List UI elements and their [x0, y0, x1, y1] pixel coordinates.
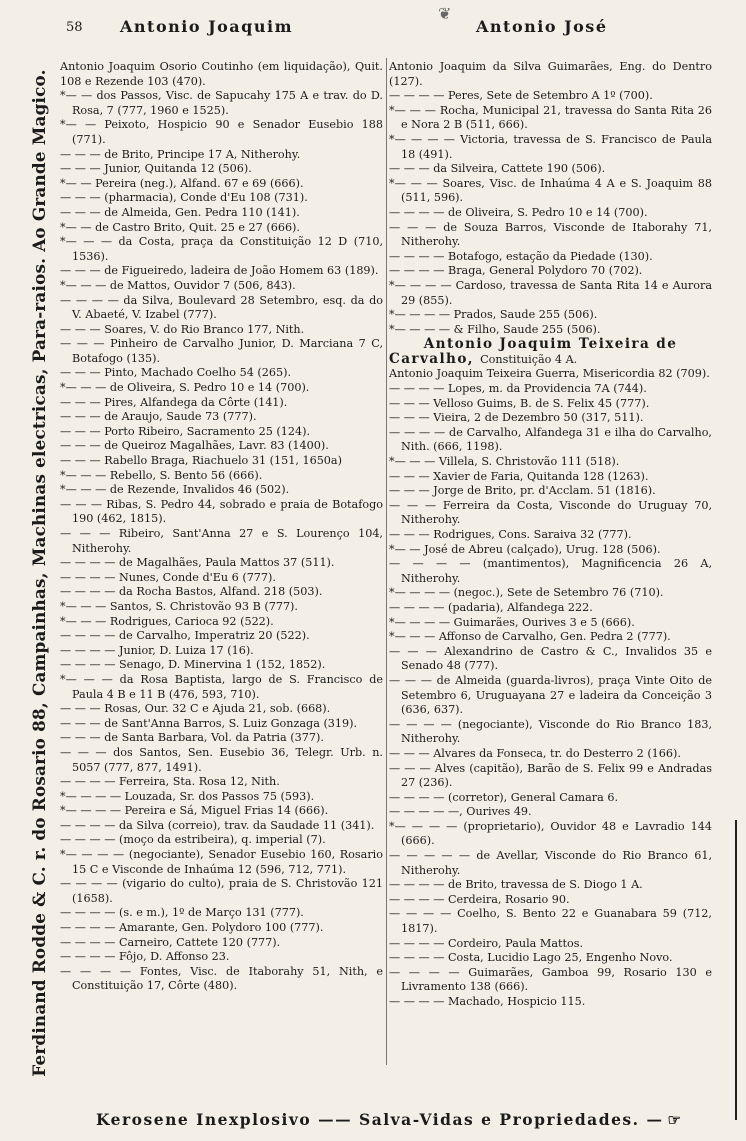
directory-entry: *— — — — (proprietario), Ouvidor 48 e Lavradio 144 (666). [389, 819, 712, 848]
directory-entry: — — — Alexandrino de Castro & C., Invalidos 35 e Senado 48 (777). [389, 644, 712, 673]
directory-entry: *— — — — (negoc.), Sete de Setembro 76 (710). [389, 586, 664, 600]
directory-entry: *— — dos Passos, Visc. de Sapucahy 175 A e trav. do D. Rosa, 7 (777, 1960 e 1525). [60, 89, 383, 117]
directory-entry: — — — — Carneiro, Cattete 120 (777). [60, 935, 281, 949]
directory-entry: *— — — — (negociante), Senador Eusebio 160, Rosario 15 C e Visconde de Inhaúma 12 (596, 712, 771). [60, 848, 383, 876]
directory-entry: — — — dos Santos, Sen. Eusebio 36, Telegr. Urb. n. 5057 (777, 877, 1491). [60, 745, 383, 774]
margin-line [735, 820, 740, 1120]
directory-entry: — — — Alves (capitão), Barão de S. Felix 99 e Andradas 27 (236). [389, 761, 712, 790]
directory-entry: — — — de Almeida, Gen. Pedra 110 (141). [60, 205, 300, 219]
directory-entry: — — — — Braga, General Polydoro 70 (702). [389, 264, 643, 278]
directory-entry: — — — Ribeiro, Sant'Anna 27 e S. Lourenço 104, Nitherohy. [60, 527, 383, 555]
directory-entry: — — — de Queiroz Magalhães, Lavr. 83 (1400). [60, 439, 329, 453]
directory-entry: — — — Porto Ribeiro, Sacramento 25 (124). [60, 424, 311, 438]
directory-entry: — — — — (negociante), Visconde do Rio Branco 183, Nitherohy. [389, 717, 712, 746]
side-advertisement-text: Ferdinand Rodde & C. r. do Rosario 88, Campainhas, Machinas electricas, Para-raios. Ao Grande Magico. [29, 69, 49, 1077]
right-column [389, 60, 712, 1067]
heading-name-2: Carvalho, [389, 350, 474, 367]
page-header [58, 4, 734, 40]
right-column-block-a [389, 60, 712, 337]
directory-entry: — — — de Santa Barbara, Vol. da Patria (377). [60, 731, 324, 745]
directory-entry: — — — — de Carvalho, Alfandega 31 e ilha do Carvalho, Nith. (666, 1198). [389, 425, 712, 454]
directory-entry: *— — — Soares, Visc. de Inhaúma 4 A e S. Joaquim 88 (511, 596). [389, 176, 712, 205]
directory-entry: *— — — — Cardoso, travessa de Santa Rita 14 e Aurora 29 (855). [389, 278, 712, 307]
directory-entry: — — — Jorge de Brito, pr. d'Acclam. 51 (1816). [389, 484, 656, 498]
directory-entry: — — — — (s. e m.), 1º de Março 131 (777). [60, 906, 304, 920]
directory-entry: *— — — Rebello, S. Bento 56 (666). [60, 468, 263, 482]
directory-entry: — — — Pires, Alfandega da Côrte (141). [60, 395, 288, 409]
directory-entry: — — — da Silveira, Cattete 190 (506). [389, 162, 606, 176]
directory-entry: — — — — de Brito, travessa de S. Diogo 1 A. [389, 878, 643, 892]
running-head-right: Antonio José [476, 17, 608, 36]
page-number: 58 [66, 20, 83, 35]
directory-entry: — — — (pharmacia), Conde d'Eu 108 (731). [60, 191, 308, 205]
directory-entry: — — — Rabello Braga, Riachuelo 31 (151, 1650a) [60, 454, 342, 468]
directory-entry: — — — — Fontes, Visc. de Itaborahy 51, Nith, e Constituição 17, Côrte (480). [60, 964, 383, 993]
directory-entry: *— — — Villela, S. Christovão 111 (518). [389, 455, 620, 469]
directory-entry: — — — — de Carvalho, Imperatriz 20 (522). [60, 629, 310, 643]
directory-entry: — — — — de Oliveira, S. Pedro 10 e 14 (700). [389, 205, 648, 219]
directory-entry: — — — — (vigario do culto), praia de S. Christovão 121 (1658). [60, 877, 383, 905]
directory-entry: *— — — — Guimarães, Ourives 3 e 5 (666). [389, 615, 635, 629]
directory-entry: — — — — Peres, Sete de Setembro A 1º (700). [389, 89, 653, 103]
directory-entry: *— — Peixoto, Hospicio 90 e Senador Eusebio 188 (771). [60, 118, 383, 146]
directory-entry: — — — Pinto, Machado Coelho 54 (265). [60, 366, 292, 380]
right-column-block-b [389, 367, 712, 1009]
directory-entry: — — — Ferreira da Costa, Visconde do Uruguay 70, Nitherohy. [389, 498, 712, 527]
directory-entry: — — — de Sant'Anna Barros, S. Luiz Gonzaga (319). [60, 716, 358, 730]
directory-entry: — — — — Botafogo, estação da Piedade (130). [389, 249, 653, 263]
directory-entry: — — — — Fôjo, D. Affonso 23. [60, 950, 230, 964]
directory-entry: — — — — — de Avellar, Visconde do Rio Branco 61, Nitherohy. [389, 849, 712, 877]
directory-entry: — — — — Costa, Lucidio Lago 25, Engenho Novo. [389, 951, 673, 965]
directory-entry: — — — — (corretor), General Camara 6. [389, 790, 619, 804]
directory-entry: *— — — — & Filho, Saude 255 (506). [389, 322, 601, 336]
directory-entry: *— — — — Louzada, Sr. dos Passos 75 (593). [60, 789, 315, 803]
entry-heading [389, 337, 712, 352]
directory-entry: *— — — de Oliveira, S. Pedro 10 e 14 (700). [60, 381, 310, 395]
directory-entry: Antonio Joaquim da Silva Guimarães, Eng. do Dentro (127). [389, 60, 712, 88]
directory-entry: — — — — de Magalhães, Paula Mattos 37 (511). [60, 556, 335, 570]
column-divider [386, 58, 387, 1065]
directory-entry: *— — — Affonso de Carvalho, Gen. Pedra 2 (777). [389, 630, 671, 644]
directory-entry: — — — Pinheiro de Carvalho Junior, D. Marciana 7 C, Botafogo (135). [60, 337, 383, 365]
directory-entry: — — — de Souza Barros, Visconde de Itaborahy 71, Nitherohy. [389, 220, 712, 249]
directory-entry: — — — Alvares da Fonseca, tr. do Desterro 2 (166). [389, 746, 681, 760]
directory-entry: — — — — Lopes, m. da Providencia 7A (744). [389, 382, 647, 396]
directory-entry: — — — — (padaria), Alfandega 222. [389, 600, 593, 614]
ornament-icon: ❦ [438, 4, 452, 23]
directory-entry: *— — — Rodrigues, Carioca 92 (522). [60, 614, 274, 628]
directory-entry: — — — — da Rocha Bastos, Alfand. 218 (503). [60, 585, 323, 599]
directory-entry: *— — — da Rosa Baptista, largo de S. Francisco de Paula 4 B e 11 B (476, 593, 710). [60, 672, 383, 701]
directory-entry: — — — Ribas, S. Pedro 44, sobrado e praia de Botafogo 190 (462, 1815). [60, 497, 383, 526]
directory-entry: *— — de Castro Brito, Quit. 25 e 27 (666). [60, 220, 300, 234]
directory-entry: — — — Junior, Quitanda 12 (506). [60, 162, 252, 176]
directory-entry: — — — Soares, V. do Rio Branco 177, Nith. [60, 322, 305, 336]
footer-advertisement [96, 1110, 726, 1129]
directory-entry: *— — — Rocha, Municipal 21, travessa do Santa Rita 26 e Nora 2 B (511, 666). [389, 103, 712, 132]
directory-entry: *— — — de Mattos, Ouvidor 7 (506, 843). [60, 278, 296, 292]
directory-entry: — — — Velloso Guims, B. de S. Felix 45 (777). [389, 396, 650, 410]
heading-name: Antonio Joaquim Teixeira de [423, 336, 678, 353]
directory-entry: Antonio Joaquim Teixeira Guerra, Misericordia 82 (709). [389, 367, 710, 381]
entry-heading-continued [389, 352, 712, 368]
directory-entry: *— — José de Abreu (calçado), Urug. 128 (506). [389, 542, 661, 556]
directory-entry: — — — Xavier de Faria, Quitanda 128 (1263). [389, 469, 649, 483]
directory-entry: — — — — Machado, Hospicio 115. [389, 995, 586, 1008]
directory-entry: — — — Vieira, 2 de Dezembro 50 (317, 511). [389, 411, 644, 425]
directory-entry: *— — — da Costa, praça da Constituição 12 D (710, 1536). [60, 235, 383, 263]
directory-entry: *— — — Santos, S. Christovão 93 B (777). [60, 599, 298, 613]
directory-entry: — — — de Araujo, Saude 73 (777). [60, 410, 257, 424]
directory-entry: *— — — — Pereira e Sá, Miguel Frias 14 (666). [60, 804, 329, 818]
directory-entry: *— — — — Prados, Saude 255 (506). [389, 308, 598, 322]
directory-entry: — — — — da Silva (correio), trav. da Saudade 11 (341). [60, 818, 375, 832]
directory-entry: — — — Rosas, Our. 32 C e Ajuda 21, sob. (668). [60, 702, 331, 716]
directory-entry: — — — — Cerdeira, Rosario 90. [389, 892, 570, 906]
heading-address: Constituição 4 A. [480, 352, 578, 366]
directory-entry: — — — — Amarante, Gen. Polydoro 100 (777). [60, 921, 324, 935]
directory-entry: — — — — (moço da estribeira), q. imperial (7). [60, 833, 326, 847]
directory-entry: — — — — Senago, D. Minervina 1 (152, 1852). [60, 658, 326, 672]
directory-entry: — — — — —, Ourives 49. [389, 805, 532, 819]
directory-entry: — — — — Cordeiro, Paula Mattos. [389, 936, 584, 950]
directory-entry: *— — — — Victoria, travessa de S. Francisco de Paula 18 (491). [389, 132, 712, 161]
left-column [60, 60, 383, 1067]
directory-entry: *— — Pereira (neg.), Alfand. 67 e 69 (666). [60, 176, 304, 190]
directory-entry: *— — — de Rezende, Invalidos 46 (502). [60, 483, 290, 497]
directory-entry: — — — — Guimarães, Gamboa 99, Rosario 130 e Livramento 138 (666). [389, 965, 712, 994]
directory-entry: Antonio Joaquim Osorio Coutinho (em liquidação), Quit. 108 e Rezende 103 (470). [60, 60, 383, 88]
pointing-hand-icon: ☞ [667, 1111, 683, 1129]
footer-text: Kerosene Inexplosivo —— Salva-Vidas e Propriedades. — [96, 1110, 664, 1129]
directory-entry: — — — — Ferreira, Sta. Rosa 12, Nith. [60, 775, 280, 789]
directory-entry: — — — de Brito, Principe 17 A, Nitherohy. [60, 147, 301, 161]
directory-entry: — — — — da Silva, Boulevard 28 Setembro, esq. da do V. Abaeté, V. Izabel (777). [60, 293, 383, 322]
running-head-left: Antonio Joaquim [120, 17, 293, 36]
directory-entry: — — — — (mantimentos), Magnificencia 26 A, Nitherohy. [389, 557, 712, 585]
directory-entry: — — — — Coelho, S. Bento 22 e Guanabara 59 (712, 1817). [389, 907, 712, 936]
directory-entry: — — — — Junior, D. Luiza 17 (16). [60, 643, 254, 657]
directory-entry: — — — de Almeida (guarda-livros), praça Vinte Oito de Setembro 6, Uruguayana 27 e ladeira da Conceição 3 (636, 637). [389, 673, 712, 717]
side-advertisement [24, 28, 54, 1118]
directory-entry: — — — — Nunes, Conde d'Eu 6 (777). [60, 570, 276, 584]
directory-entry: — — — Rodrigues, Cons. Saraiva 32 (777). [389, 528, 632, 541]
directory-entry: — — — de Figueiredo, ladeira de João Homem 63 (189). [60, 264, 379, 278]
